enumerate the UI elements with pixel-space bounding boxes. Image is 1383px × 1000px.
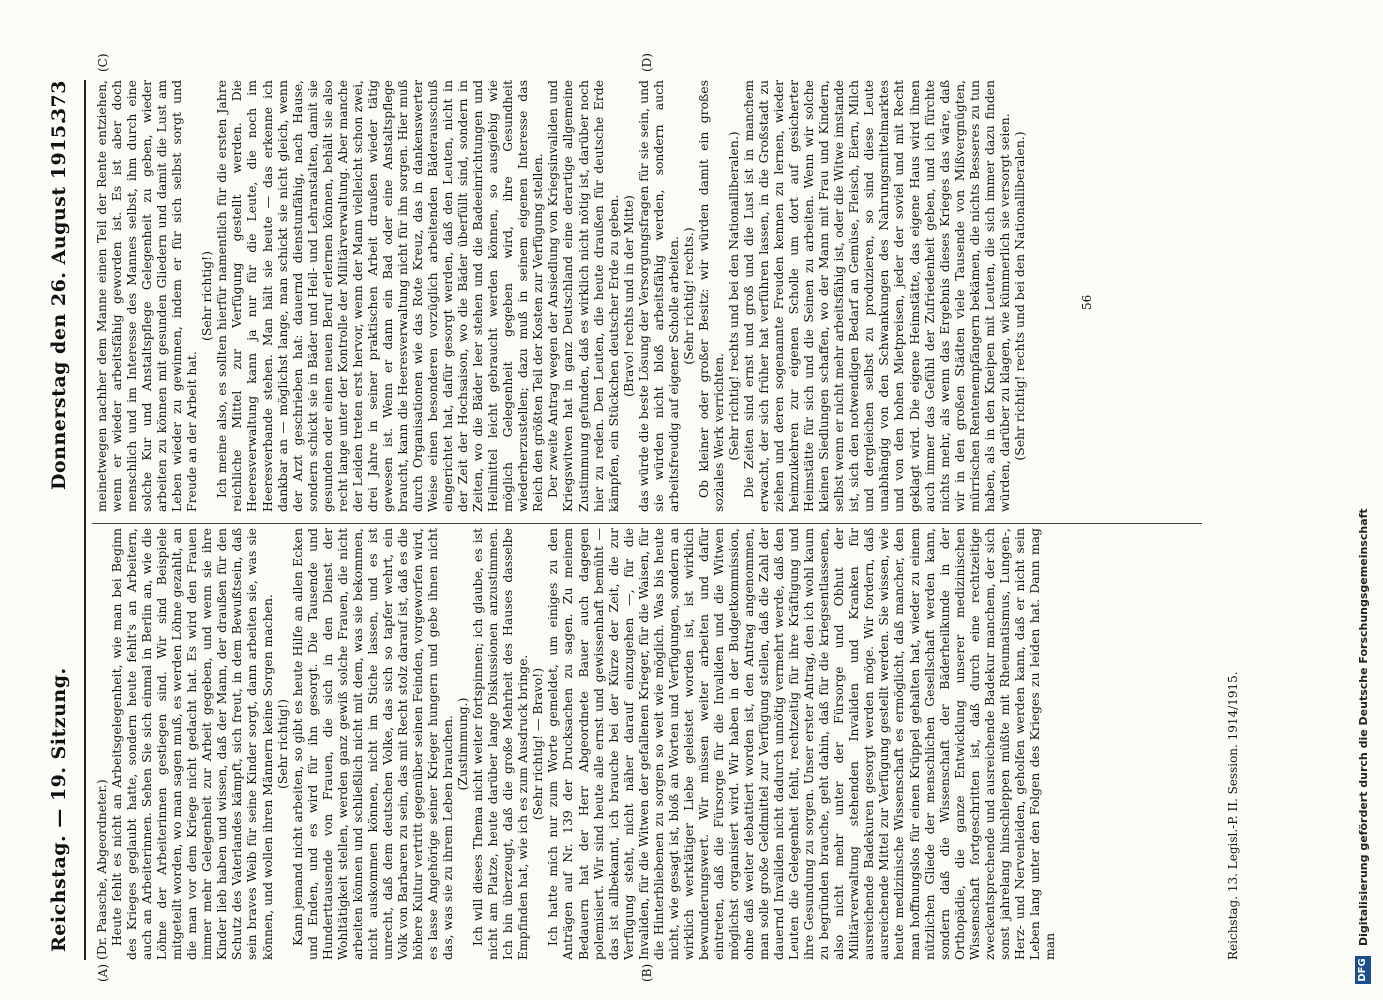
header-rule [84, 80, 86, 960]
paragraph: meinetwegen nachher dem Manne einen Teil der Rente entziehen, wenn er wieder arbeitsfähig geworden ist. Es ist aber doch menschlich und im Interesse des Mannes selbst, ihm durch eine solche Kur und Anstaltspflege Gelegenheit zu geben, wieder arbeiten zu können mit gesunden Gliedern und damit die Lust am Leben wieder zu gewinnen, indem er für sich selbst sorgt und Freude an der Arbeit hat. [94, 80, 200, 512]
interjection: (Zustimmung.) [455, 697, 471, 791]
interjection: (Sehr richtig! rechts und bei den Nationalliberalen.) [725, 131, 741, 461]
margin-label-d: (D) [640, 53, 654, 72]
margin-label-b: (B) [640, 963, 654, 982]
margin-label-c: (C) [96, 53, 110, 72]
interjection: (Sehr richtig!) [199, 251, 215, 341]
right-column [94, 80, 1027, 512]
paragraph: Der zweite Antrag wegen der Ansiedlung von Kriegsinvaliden und Kriegswitwen hat in ganz Deutschland eine derartige allgemeine Zustimmung gefunden, daß es wirklich nicht nötig ist, darüber noch hier zu reden. Den Leuten, die heute draußen für deutsche Erde kämpfen, ein Stückchen deutscher Erde zu geben. [545, 80, 621, 512]
page-footer: Reichstag. 13. Legisl.-P. II. Session. 1914/1915. [1226, 671, 1240, 960]
paragraph: Heute fehlt es nicht an Arbeitsgelegenheit, wie man bei Beginn des Krieges geglaubt hatte, sondern heute fehlt's an Arbeitern, auch an Arbeiterinnen. Sehen Sie sich einmal in Berlin an, wie die Löhne der Arbeiterinnen gestiegen sind. Wir sind Beispiele mitgeteilt worden, wo man sagen muß, es werden Löhne gezahlt, an die man vor dem Kriege nicht gedacht hat. Es wird den Frauen immer mehr Gelegenheit zur Arbeit gegeben, und wenn sie ihre Kinder lieb haben und wissen, daß der Mann, der draußen für den Schutz des Vaterlandes kämpft, sich freut, in dem Bewußtsein, daß sein braves Weib für seine Kinder sorgt, dann arbeiten sie, was sie können, und wollen ihren Männern keine Sorgen machen. [109, 528, 275, 960]
margin-label-a: (A) [96, 963, 110, 982]
paragraph: das würde die beste Lösung der Versorgungsfragen für sie sein, und sie würden nicht bloß arbeitsfähig werden, sondern auch arbeitsfreudig auf eigener Scholle arbeiten. [635, 80, 681, 512]
paragraph: Ich will dieses Thema nicht weiter fortspinnen; ich glaube, es ist nicht am Platze, heute darüber lange Diskussionen anzustimmen. Ich bin überzeugt, daß die große Mehrheit des Hauses dasselbe Empfinden hat, wie ich es zum Ausdruck bringe. [470, 528, 531, 960]
header-session: Reichstag. — 19. Sitzung. [48, 667, 70, 952]
speaker-line: (Dr. Paasche, Abgeordneter.) [94, 779, 109, 960]
header-page-number: 373 [48, 80, 70, 122]
interjection: (Sehr richtig! — Bravo!) [530, 667, 546, 821]
left-column [94, 528, 1214, 960]
interjection: (Sehr richtig! rechts.) [680, 227, 696, 365]
header-date: Donnerstag den 26. August 1915. [48, 117, 70, 490]
page-signature: 56 [1080, 294, 1094, 310]
column-divider [92, 523, 1202, 524]
digitization-note: Digitalisierung gefördert durch die Deutsche Forschungsgemeinschaft [1357, 508, 1370, 946]
paragraph: Ob kleiner oder großer Besitz: wir würden damit ein großes soziales Werk verrichten. [695, 80, 726, 512]
paragraph: Ich meine also, es sollten hierfür namentlich für die ersten Jahre reichliche Mittel zur Verfügung gestellt werden. Die Heeresverwaltung kann ja nur für die Leute, die noch im Heeresverbande stehen. Man hält sie heute — das erkenne ich dankbar an — möglichst lange, man schickt sie nicht gleich, wenn der Arzt geschrieben hat: dauernd dienstunfähig, nach Hause, sondern schickt sie in Bäder und Heil- und Lehranstalten, damit sie gesunden oder einen neuen Beruf erlernen können, behält sie also recht lange unter der Kontrolle der Militärverwaltung. Aber manche der Leiden treten erst hervor, wenn der Mann vielleicht schon zwei, drei Jahre in seiner praktischen Arbeit draußen wieder tätig gewesen ist. Wenn er dann ein Bad oder eine Anstaltspflege braucht, kann die Heeresverwaltung nicht für ihn sorgen. Hier muß durch Organisationen wie das Rote Kreuz, das in dankenswerter Weise einen besonderen vorzüglich arbeitenden Bäderausschuß eingerichtet hat, dafür gesorgt werden, daß den Leuten, nicht in der Zeit der Hochsaison, wo die Bäder überfüllt sind, sondern in Zeiten, wo die Bäder leer stehen und die Badeeinrichtungen und Heilmittel leicht gebraucht werden können, so ausgiebig wie möglich Gelegenheit gegeben wird, ihre Gesundheit wiederherzustellen; dazu muß in seinem eigenen Interesse das Reich den größten Teil der Kosten zur Verfügung stellen. [214, 80, 546, 512]
paragraph: Kann jemand nicht arbeiten, so gibt es heute Hilfe an allen Ecken und Enden, und es wird für ihn gesorgt. Die Tausende und Hunderttausende von Frauen, die sich in den Dienst der Wohltätigkeit stellen, werden ganz gewiß solche Frauen, die nicht arbeiten können und schließlich nicht mit dem, was sie bekommen, nicht auskommen können, nicht im Stiche lassen, und es ist unrecht, daß dem deutschen Volke, das sich so tapfer wehrt, ein Volk von Barbaren zu sein, das mit Recht stolz darauf ist, daß es die höhere Kultur vertritt gegenüber seinen Feinden, vorgeworfen wird, es lasse Angehörige seiner Krieger hungern und gebe ihnen nicht das, was sie zu ihrem Leben brauchen. [289, 528, 456, 960]
page-header [40, 80, 80, 960]
paragraph: Die Zeiten sind ernst und groß und die Lust ist in manchem erwacht, der sich früher hat verführen lassen, in die Großstadt zu ziehen und deren sogenannte Freuden kennen zu lernen, wieder heimzukehren zur eigenen Scholle um dort auf gesicherter Heimstätte für sich und die Seinen zu arbeiten. Wenn wir solche kleinen Siedlungen schaffen, wo der Mann mit Frau und Kindern, selbst wenn er nicht mehr arbeitsfähig ist, oder die Witwe imstande ist, sich den notwendigen Bedarf an Gemüse, Fleisch, Eiern, Milch und dergleichen selbst zu produzieren, so sind diese Leute unabhängig von den Schwankungen des Nahrungsmittelmarktes und von den hohen Mietpreisen, jeder der soviel und mit Recht geklagt wird. Die eigene Heimstätte, das eigene Haus wird ihnen auch immer das Gefühl der Zufriedenheit geben, und ich fürchte nichts mehr, als wenn das Ergebnis dieses Krieges das wäre, daß wir in den großen Städten viele Tausende von Mißvergnügten, mürrischen Rentenempfängern bekämen, die nichts Besseres zu tun haben, als in den Kneipen mit Leuten, die sich immer dazu finden würden, darüber zu klagen, wie kümmerlich sie versorgt seien. [741, 80, 1012, 512]
interjection: (Sehr richtig! rechts und bei den Nationalliberalen.) [1011, 131, 1027, 461]
dfg-logo: DFG [1355, 956, 1371, 984]
paragraph: Ich hatte mich nur zum Worte gemeldet, um einiges zu den Anträgen auf Nr. 139 der Drucksachen zu sagen. Zu meinem Bedauern hat der Herr Abgeordnete Bauer auch dagegen polemisiert. Wir sind heute alle ernst und gewissenhaft bemüht — das ist allbekannt, ich brauche bei der Kürze der Zeit, die zur Verfügung steht, nicht näher darauf einzugehen —, für die Invaliden, für die Witwen der gefallenen Krieger, für die Waisen, für die Hinterbliebenen zu sorgen so weit wie möglich. Was bis heute nicht, wie gesagt ist, bloß an Worten und Verfügungen, sondern an wirklich werktätiger Liebe geleistet worden ist, ist wirklich bewunderungswert. Wir müssen weiter arbeiten und dafür eintreten, daß die Fürsorge für die Invaliden und die Witwen möglichst organisiert wird. Wir haben in der Budgetkommission, ohne daß weiter debattiert worden ist, den Antrag angenommen, man solle große Geldmittel zur Verfügung stellen, daß die Zahl der dauernd Invaliden nicht dadurch unnötig vermehrt werde, daß den Leuten die Gelegenheit fehlt, rechtzeitig für ihre Kräftigung und ihre Gesundung zu sorgen. Unser erster Antrag, den ich wohl kaum zu begründen brauche, geht dahin, daß für die kriegsentlassenen, also nicht mehr unter der Fürsorge und Obhut der Militärverwaltung stehenden Invaliden und Kranken für ausreichende Badekuren gesorgt werden möge. Wir fordern, daß ausreichende Mittel zur Verfügung gestellt werden. Sie wissen, wie heute medizinische Wissenschaft es ermöglicht, daß mancher, den man hoffnungslos für einen Krüppel gehalten hat, wieder zu einem nützlichen Gliede der menschlichen Gesellschaft werden kann, sondern daß die Wissenschaft der Bäderheilkunde in der Orthopädie, die ganze Entwicklung unserer medizinischen Wissenschaft fortgeschritten ist, daß durch eine rechtzeitige zweckentsprechende und ausreichende Badekur manchem, der sich sonst jahrelang hinschleppen müßte mit Rheumatismus, Lungen-, Herz- und Nervenleiden, geholfen werden kann, daß er nicht sein Leben lang unter den Folgen des Krieges zu leiden hat. Dann mag man [545, 528, 1057, 960]
digitization-strip [1355, 10, 1373, 990]
interjection: (Bravo! rechts und in der Mitte) [620, 195, 636, 397]
interjection: (Sehr richtig!) [274, 699, 290, 789]
